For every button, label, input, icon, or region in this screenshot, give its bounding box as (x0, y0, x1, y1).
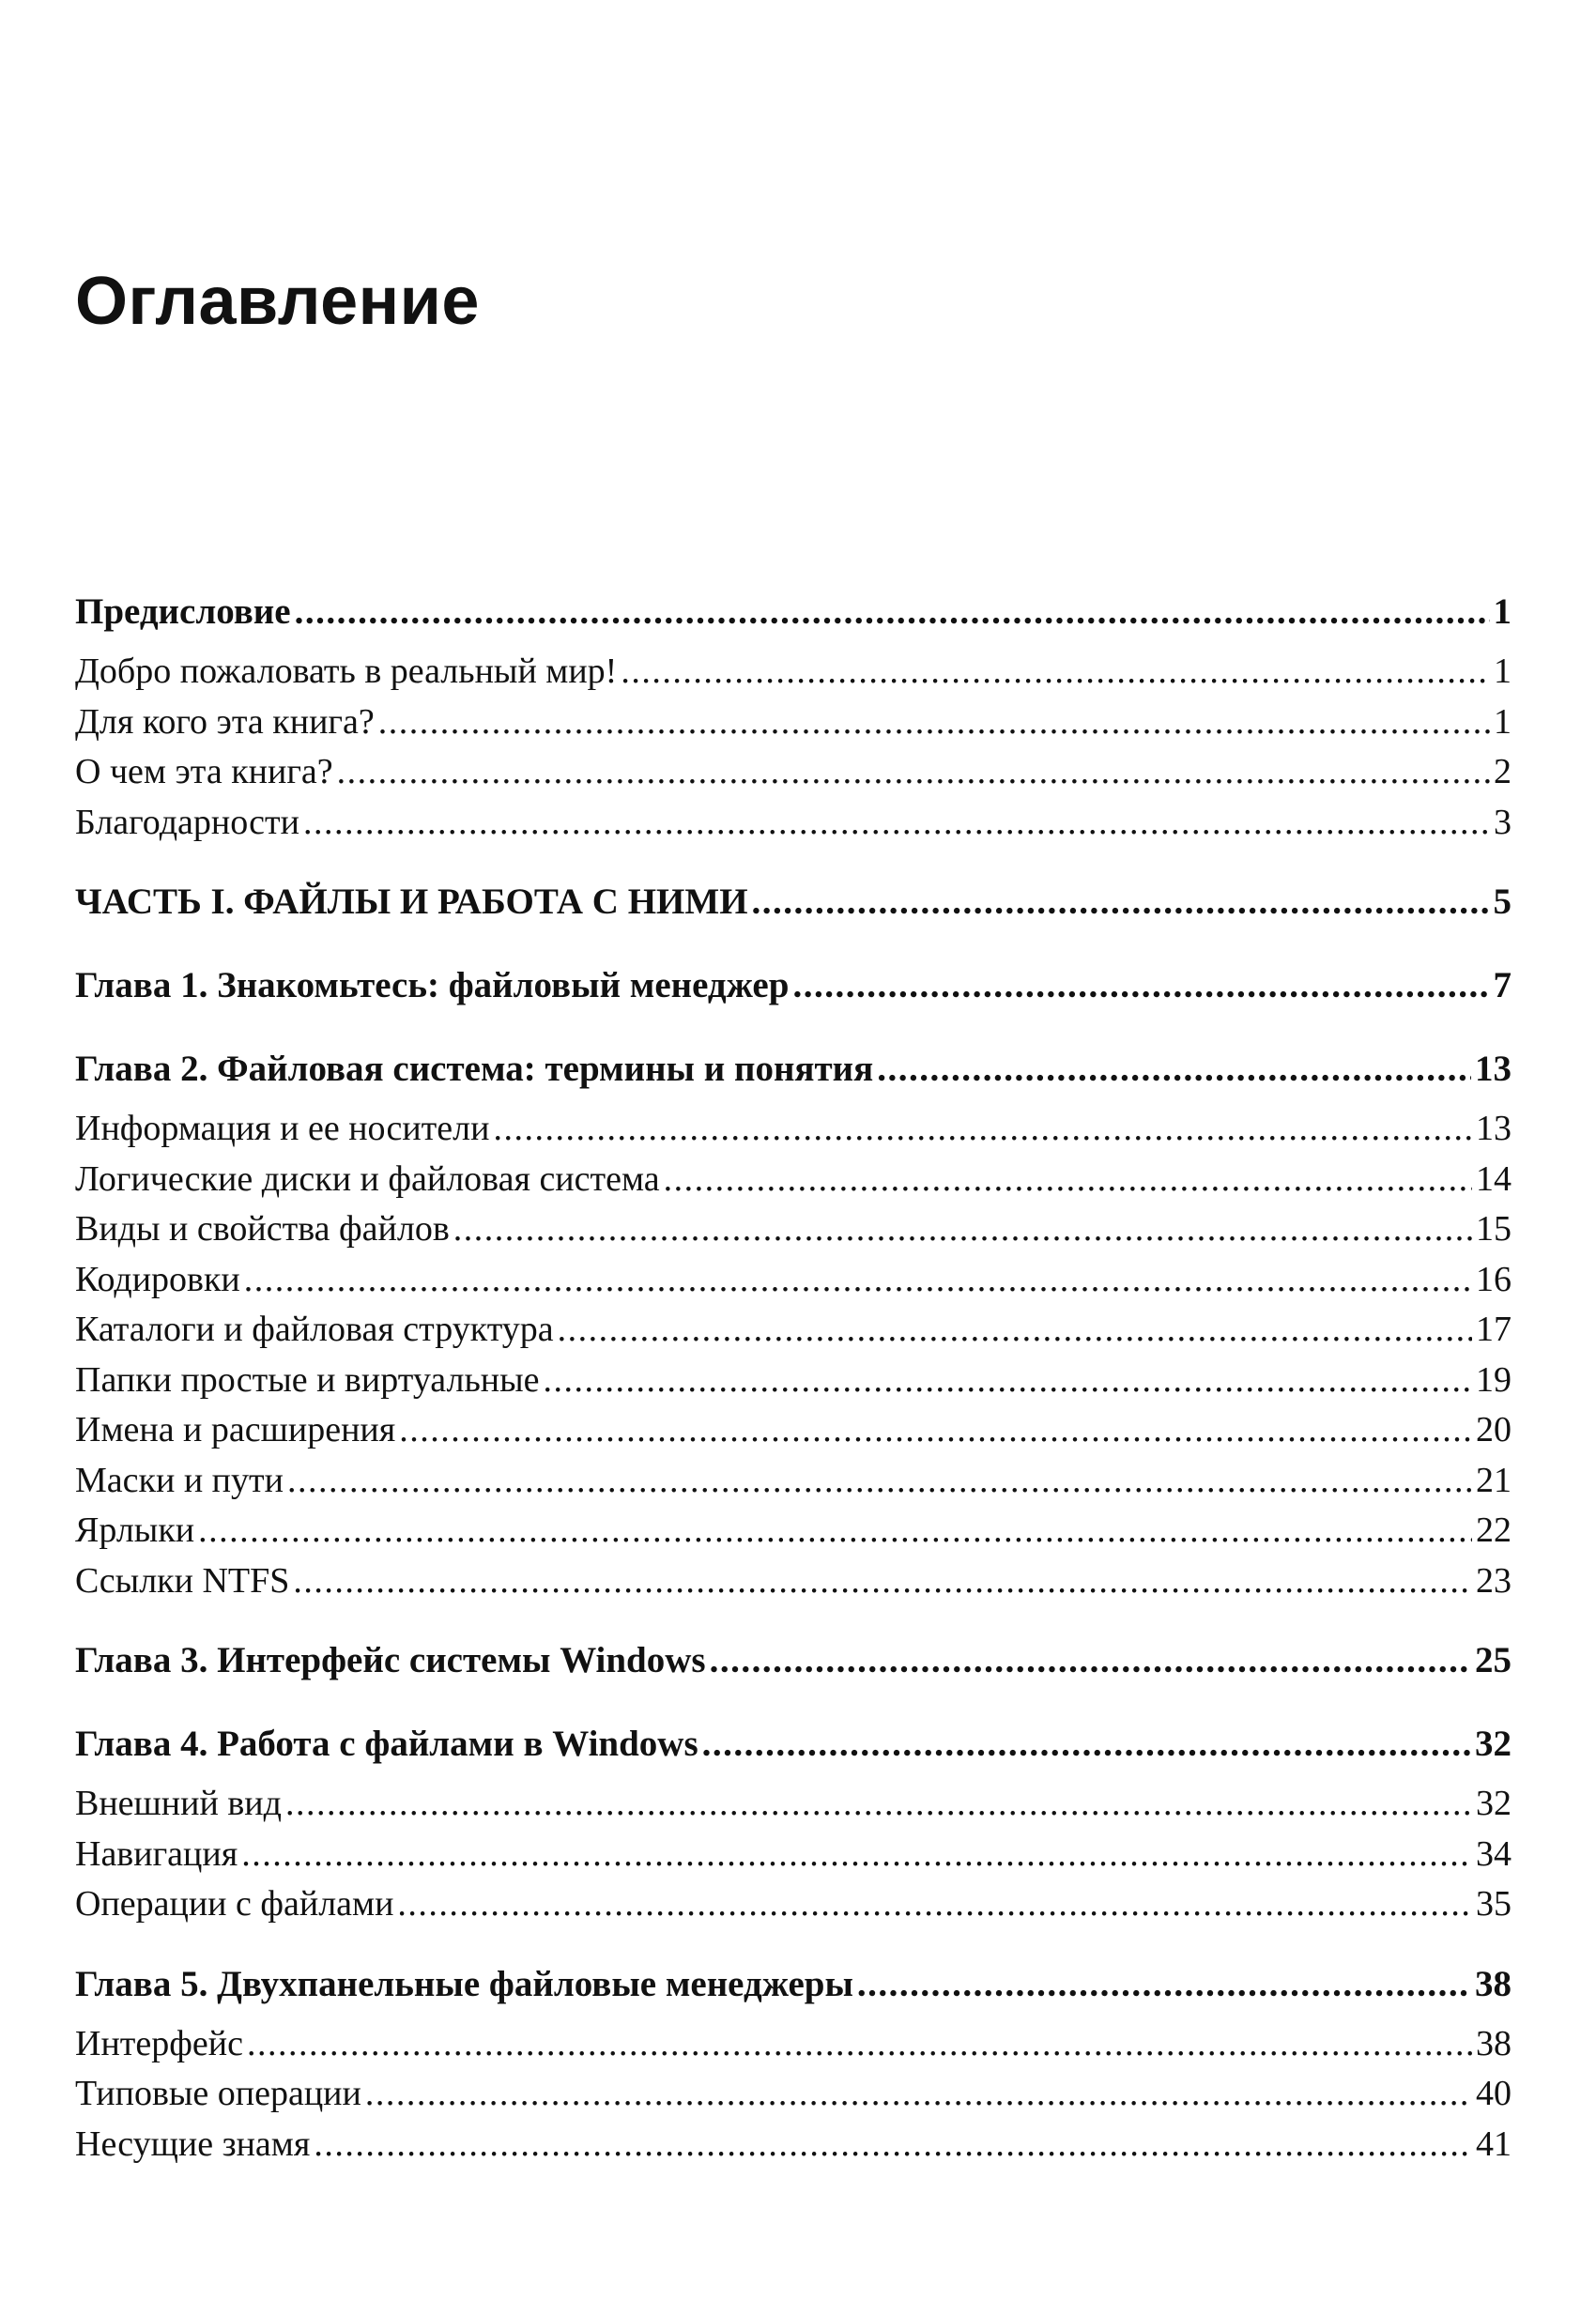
dot-leader (295, 582, 1490, 641)
dot-leader (621, 647, 1490, 698)
toc-item[interactable] (75, 2069, 1512, 2120)
toc-page-number: 38 (1475, 1963, 1512, 2004)
toc-entry-title: Предисловие (75, 591, 291, 632)
toc-entry-title: Папки простые и виртуальные (75, 1359, 540, 1400)
toc-entry-title: Для кого эта книга? (75, 701, 375, 742)
toc-entry-title: Операции с файлами (75, 1884, 394, 1924)
dot-leader (664, 1155, 1472, 1205)
dot-leader (378, 698, 1490, 748)
toc-page-number: 17 (1476, 1310, 1512, 1349)
dot-leader (314, 2120, 1472, 2170)
toc-item[interactable] (75, 2120, 1512, 2170)
toc-entry-title: Ссылки NTFS (75, 1560, 290, 1601)
toc-entry-title: Типовые операции (75, 2074, 361, 2113)
toc-page-number: 32 (1476, 1784, 1512, 1823)
toc-item[interactable] (75, 1830, 1512, 1880)
toc-page-number: 35 (1476, 1884, 1512, 1924)
toc-entry-title: О чем эта книга? (75, 752, 333, 791)
toc-item[interactable] (75, 1779, 1512, 1830)
toc-item[interactable] (75, 1305, 1512, 1356)
toc-entry-title: Глава 4. Работа с файлами в Windows (75, 1724, 698, 1764)
toc-entry-title: Каталоги и файловая структура (75, 1310, 554, 1349)
toc-page-number: 23 (1476, 1560, 1512, 1601)
table-of-contents (75, 582, 1512, 2194)
toc-item[interactable] (75, 1255, 1512, 1306)
toc-item[interactable] (75, 647, 1512, 698)
toc-item[interactable] (75, 1104, 1512, 1155)
toc-item[interactable] (75, 1506, 1512, 1556)
toc-entry-title: Навигация (75, 1833, 238, 1874)
dot-leader (285, 1779, 1472, 1830)
dot-leader (792, 956, 1489, 1015)
dot-leader (702, 1714, 1471, 1773)
toc-item[interactable] (75, 1879, 1512, 1930)
toc-section (75, 582, 1512, 848)
dot-leader (857, 1955, 1471, 2014)
toc-entry-title: Глава 2. Файловая система: термины и понятия (75, 1049, 874, 1089)
toc-page-number: 15 (1476, 1209, 1512, 1249)
toc-heading[interactable] (75, 582, 1512, 641)
toc-entry-title: Интерфейс (75, 2023, 243, 2063)
toc-page-number: 22 (1476, 1510, 1512, 1550)
toc-page-number: 20 (1476, 1410, 1512, 1449)
toc-heading[interactable] (75, 1039, 1512, 1098)
toc-heading[interactable] (75, 956, 1512, 1015)
toc-page-number: 14 (1476, 1158, 1512, 1199)
toc-entry-title: Глава 3. Интерфейс системы Windows (75, 1640, 706, 1680)
toc-page-number: 32 (1475, 1724, 1512, 1764)
toc-page-number: 13 (1476, 1109, 1512, 1148)
toc-item[interactable] (75, 1204, 1512, 1255)
toc-section (75, 1631, 1512, 1690)
dot-leader (241, 1830, 1472, 1880)
toc-entry-title: Глава 1. Знакомьтесь: файловый менеджер (75, 965, 790, 1005)
toc-heading[interactable] (75, 872, 1512, 931)
toc-entry-title: ЧАСТЬ I. ФАЙЛЫ И РАБОТА С НИМИ (75, 882, 748, 922)
toc-section (75, 1714, 1512, 1930)
toc-page-number: 21 (1476, 1460, 1512, 1500)
dot-leader (453, 1204, 1472, 1255)
toc-entry-title: Благодарности (75, 802, 299, 842)
toc-item[interactable] (75, 747, 1512, 798)
page-title: Оглавление (75, 264, 480, 339)
toc-section (75, 1955, 1512, 2170)
toc-item[interactable] (75, 2019, 1512, 2070)
toc-item[interactable] (75, 1556, 1512, 1607)
toc-page-number: 19 (1476, 1359, 1512, 1400)
toc-page-number: 40 (1476, 2074, 1512, 2113)
toc-item[interactable] (75, 698, 1512, 748)
toc-heading[interactable] (75, 1631, 1512, 1690)
toc-section (75, 956, 1512, 1015)
toc-entry-title: Несущие знамя (75, 2124, 311, 2164)
toc-page-number: 3 (1494, 802, 1512, 842)
toc-entry-title: Информация и ее носители (75, 1109, 490, 1148)
toc-page-number: 5 (1493, 882, 1512, 922)
toc-page-number: 1 (1493, 591, 1512, 632)
toc-entry-title: Виды и свойства файлов (75, 1209, 450, 1249)
toc-section (75, 872, 1512, 931)
dot-leader (544, 1356, 1472, 1406)
toc-entry-title: Добро пожаловать в реальный мир! (75, 652, 618, 691)
toc-entry-title: Логические диски и файловая система (75, 1158, 660, 1199)
toc-entry-title: Маски и пути (75, 1460, 284, 1500)
toc-page-number: 1 (1494, 701, 1512, 742)
toc-page-number: 41 (1476, 2124, 1512, 2164)
dot-leader (303, 798, 1490, 849)
toc-page-number: 13 (1475, 1049, 1512, 1089)
toc-page-number: 7 (1493, 965, 1512, 1005)
dot-leader (493, 1104, 1472, 1155)
dot-leader (558, 1305, 1472, 1356)
dot-leader (710, 1631, 1471, 1690)
toc-page-number: 34 (1476, 1833, 1512, 1874)
dot-leader (365, 2069, 1472, 2120)
toc-item[interactable] (75, 798, 1512, 849)
toc-page-number: 1 (1494, 652, 1512, 691)
dot-leader (877, 1039, 1471, 1098)
toc-section (75, 1039, 1512, 1606)
dot-leader (198, 1506, 1472, 1556)
toc-entry-title: Глава 5. Двухпанельные файловые менеджеры (75, 1963, 853, 2004)
dot-leader (244, 1255, 1472, 1306)
toc-heading[interactable] (75, 1714, 1512, 1773)
toc-page-number: 38 (1476, 2023, 1512, 2063)
toc-entry-title: Кодировки (75, 1259, 240, 1299)
dot-leader (287, 1456, 1472, 1507)
toc-item[interactable] (75, 1356, 1512, 1406)
toc-entry-title: Ярлыки (75, 1510, 195, 1550)
toc-entry-title: Внешний вид (75, 1784, 282, 1823)
toc-page-number: 2 (1494, 752, 1512, 791)
toc-page-number: 16 (1476, 1259, 1512, 1299)
toc-item[interactable] (75, 1405, 1512, 1456)
toc-item[interactable] (75, 1456, 1512, 1507)
dot-leader (293, 1556, 1472, 1607)
toc-heading[interactable] (75, 1955, 1512, 2014)
dot-leader (247, 2019, 1472, 2070)
dot-leader (752, 872, 1490, 931)
toc-item[interactable] (75, 1155, 1512, 1205)
toc-page-number: 25 (1475, 1640, 1512, 1680)
dot-leader (397, 1879, 1472, 1930)
toc-entry-title: Имена и расширения (75, 1410, 396, 1449)
dot-leader (337, 747, 1490, 798)
dot-leader (399, 1405, 1472, 1456)
